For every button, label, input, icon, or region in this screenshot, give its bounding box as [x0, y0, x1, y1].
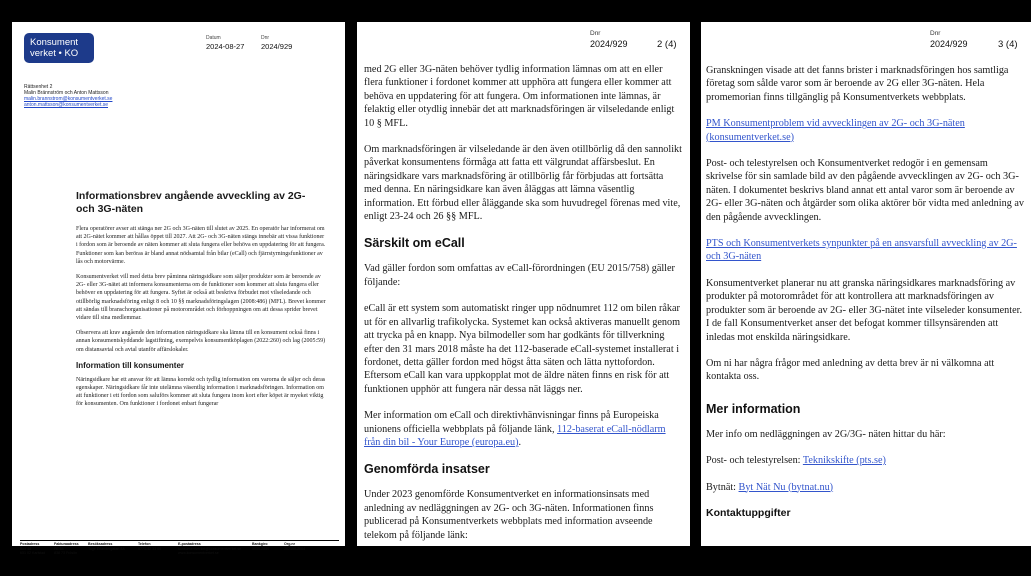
dnr-value: 2024/929 — [590, 39, 628, 49]
paragraph — [706, 481, 1024, 494]
paragraph-end: . — [518, 436, 522, 448]
letter-title: Informationsbrev angående avveckling av 2G- och 3G-näten — [76, 190, 306, 215]
sender-block — [24, 84, 264, 108]
konsumentverket-logo — [24, 33, 94, 63]
footer-label: Postadress — [20, 542, 40, 546]
letter-body — [364, 63, 682, 555]
paragraph: Om marknadsföringen är vilseledande är den även otillbörlig då den sannolikt påverkat konsumentens förmåga att fatta ett välgrundat affärsbeslut. En näringsidkare vars marknadsföring är otillbörlig får förbjudas att fortsätta med denna. En näringsidkare kan även åläggas att lämna väsentlig information. Ett förbud eller åläggande ska som huvudregel förenas med vite, enligt 23-24 och 26 §§ MFL. — [364, 144, 682, 223]
footer-column — [178, 541, 252, 556]
footer-column — [138, 541, 178, 556]
footer-value: Tage Erlandergatan 8A — [88, 546, 125, 551]
footer-column — [284, 541, 318, 556]
dnr-label: Dnr — [930, 30, 941, 37]
paragraph: Post- och telestyrelsen och Konsumentverket redogör i en gemensam skrivelse för sin samlade bild av den pågående avvecklingen av 2G- och 3G-näten. I dokumentet beskrivs bland annat ett antal varor som är beroende av 2G- eller 3G-näten och åtgärder som olika aktörer bör vidta med anledning av den pågående avvecklingen. — [706, 158, 1024, 223]
letter-footer — [20, 540, 339, 556]
email-link-1[interactable]: malin.brannstrom@konsumentverket.se — [24, 96, 113, 102]
dnr-block — [930, 30, 968, 49]
bytnat-label: Bytnät: — [706, 481, 739, 493]
paragraph: Granskningen visade att det fanns brister i marknadsföringen hos samtliga företag som sålde varor som är beroende av 2G eller 3G-näten. Hela promemorian finns tillgänglig på Konsumentverkets webbplats. — [706, 65, 1009, 103]
pts-label: Post- och telestyrelsen: — [706, 455, 803, 467]
letter-body — [706, 64, 1024, 529]
footer-value: 202100-2064 — [284, 546, 306, 551]
date-value: 2024-08-27 — [206, 42, 245, 51]
footer-value: FE 64 — [54, 546, 64, 551]
page-number: 2 (4) — [657, 39, 677, 50]
ecall-europa-link[interactable]: 112-baserat eCall-nödlarm från din bil - Your Europe (europa.eu) — [364, 423, 666, 448]
subheading: Information till konsumenter — [76, 360, 185, 370]
department: Rättsenhet 2 — [24, 84, 53, 90]
footer-column — [20, 541, 54, 556]
section-heading-contact: Kontaktuppgifter — [706, 506, 791, 519]
letter-page-3 — [701, 22, 1031, 546]
authors: Malin Brännström och Anton Mattsson — [24, 90, 109, 96]
paragraph: med 2G eller 3G-näten behöver tydlig information lämnas om att en eller flera funktioner i fordonet kommer att upphöra att fungera eller kommer att behöva en uppdatering för att fungera. Om informationen inte lämnas, är felaktig eller otydlig innebär det att marknadsföringen är vilseledande enligt 10 § MFL. — [364, 64, 675, 129]
footer-column — [54, 541, 88, 556]
paragraph: Konsumentverket planerar nu att granska näringsidkares marknadsföring av produkter på motorområdet för att kontrollera att marknadsföringen av produkter som är beroende av 2G- eller 3G-nätet inte vilseleder konsumenter. I de fall Konsumentverket anser det befogat kommer tillsynsärenden att inledas mot enskilda näringsidkare. — [706, 277, 1022, 343]
paragraph: Konsumentverket vill med detta brev påminna näringsidkare som säljer produkter som är beroende av 2G- eller 3G-nätet att informera konsumenterna om de funktioner som kommer att sluta fungera eller behöver en uppdatering för att fungera. Syftet är också att beskriva förbudet mot vilseledande och otillbörlig marknadsföring enligt 8 och 10 §§ marknadsföringslagen (2008:486) (MFL). Brevet kommer att sändas till branschorganisationer på motorområdet och förhoppningen om att dessa sprider brevet vidare till sina medlemmar. — [76, 274, 326, 322]
footer-value: www.konsumentverket.se — [178, 551, 219, 555]
footer-value: 651 02 Karlstad — [20, 551, 46, 555]
letter-body — [76, 190, 326, 416]
footer-label: Telefon — [138, 542, 151, 546]
dnr-block — [261, 35, 292, 51]
letter-page-2 — [357, 22, 690, 546]
footer-label: Org.nr — [284, 542, 295, 546]
paragraph: Vad gäller fordon som omfattas av eCall-förordningen (EU 2015/758) gäller följande: — [364, 263, 675, 288]
paragraph — [706, 117, 1024, 144]
paragraph: Under 2023 genomförde Konsumentverket en informationsinsats med anledning av nedläggningen av 2G- och 3G-näten. Informationen finns publicerad på Konsumentverkets webbplats med information avseende telekom på följande länk: — [364, 489, 654, 541]
logo-line-2: verket • KO — [30, 48, 79, 59]
footer-value: konsumentverket@konsumentverket.se — [178, 546, 242, 551]
section-heading-ecall: Särskilt om eCall — [364, 236, 465, 251]
footer-value: 838 73 Frösön — [54, 551, 78, 555]
date-label: Datum — [206, 35, 221, 41]
paragraph — [706, 454, 1024, 467]
dnr-label: Dnr — [590, 30, 601, 37]
paragraph: Observera att krav angående den information näringsidkare ska lämna till en konsument också finns i annan konsumentskyddande lagstiftning, exempelvis konsumentköplagen (2022:260) och lag (2005:59) om distansavtal och avtal utanför affärslokaler. — [76, 330, 326, 353]
bytnat-link[interactable]: Byt Nät Nu (bytnat.nu) — [738, 481, 834, 493]
footer-label: Bankgiro — [252, 542, 268, 546]
footer-value: 0771-42 33 00 — [138, 546, 162, 551]
footer-column — [252, 541, 284, 556]
pts-synpunkter-link[interactable]: PTS och Konsumentverkets synpunkter på en ansvarsfull avveckling av 2G- och 3G-näten — [706, 238, 1017, 263]
paragraph — [706, 237, 1024, 264]
email-link-2[interactable]: anton.mattsson@konsumentverket.se — [24, 102, 109, 108]
footer-label: E-postadress — [178, 542, 201, 546]
logo-line-1: Konsument — [30, 37, 79, 48]
section-heading-insatser: Genomförda insatser — [364, 462, 490, 477]
pm-konsumentverket-link[interactable]: PM Konsumentproblem vid avvecklingen av 2G- och 3G-näten (konsumentverket.se) — [706, 118, 965, 143]
footer-label: Fakturaadress — [54, 542, 79, 546]
letter-page-1 — [12, 22, 345, 555]
footer-label: Besöksadress — [88, 542, 113, 546]
footer-column — [88, 541, 138, 556]
section-heading-more-info: Mer information — [706, 401, 801, 416]
dnr-value: 2024/929 — [261, 42, 293, 51]
dnr-label: Dnr — [261, 35, 270, 41]
paragraph-text: Mer information om eCall och direktivhänvisningar finns på Europeiska unionens officiella webbplats på följande länk, — [364, 410, 659, 435]
paragraph — [364, 409, 682, 449]
footer-value: 5050-2880 — [252, 546, 270, 551]
page-number: 3 (4) — [998, 39, 1018, 50]
dnr-value: 2024/929 — [930, 39, 968, 49]
paragraph: Mer info om nedläggningen av 2G/3G- näten hittar du här: — [706, 428, 946, 440]
dnr-block — [590, 30, 628, 49]
paragraph: Näringsidkare har ett ansvar för att lämna korrekt och tydlig information om varorna de säljer och deras egenskaper. Näringsidkare får inte utelämna väsentlig information i marknadsföringen. Information om att funktioner i ett fordon som saluförs kommer att sluta fungera inom kort efter köpet är myeket viktig för konsumenten. Om funktioner i fordonet enbart fungerar — [76, 376, 326, 408]
paragraph: eCall är ett system som automatiskt ringer upp nödnumret 112 om bilen råkar ut för en allvarlig trafikolycka. Systemet kan också aktiveras manuellt genom att trycka på en knapp. Nya bilmodeller som har godkänts för tillverkning efter den 31 mars 2018 måste ha det 112-baserade eCall-systemet installerat i fordonet, detta gäller fordon med högst åtta säten och lätta nyttofordon. Eftersom eCall kan vara uppkopplat mot de äldre näten finns en risk för att funktionen upphör att fungera när dessa nät läggs ner. — [364, 303, 680, 395]
paragraph: Flera operatörer avser att stänga ner 2G och 3G-näten till slutet av 2025. En operatör har informerat om att 2G-nätet kommer att hållas öppet till 2027. Att 2G- och 3G-näten stängs innebär att vissa funktioner i fordon som är beroende av näten kommer att sluta fungera eller behöva en uppdatering för att fungera. Funktioner som kan beröras är bland annat nödsamtal från bilar (eCall) och fjärrstyrningsfunktioner av lås och motorvärme. — [76, 226, 326, 265]
date-block — [206, 35, 244, 51]
paragraph: Om ni har några frågor med anledning av detta brev är ni välkomna att kontakta oss. — [706, 357, 995, 383]
pts-teknikskifte-link[interactable]: Teknikskifte (pts.se) — [802, 455, 886, 467]
footer-value: Box 48 — [20, 546, 32, 551]
